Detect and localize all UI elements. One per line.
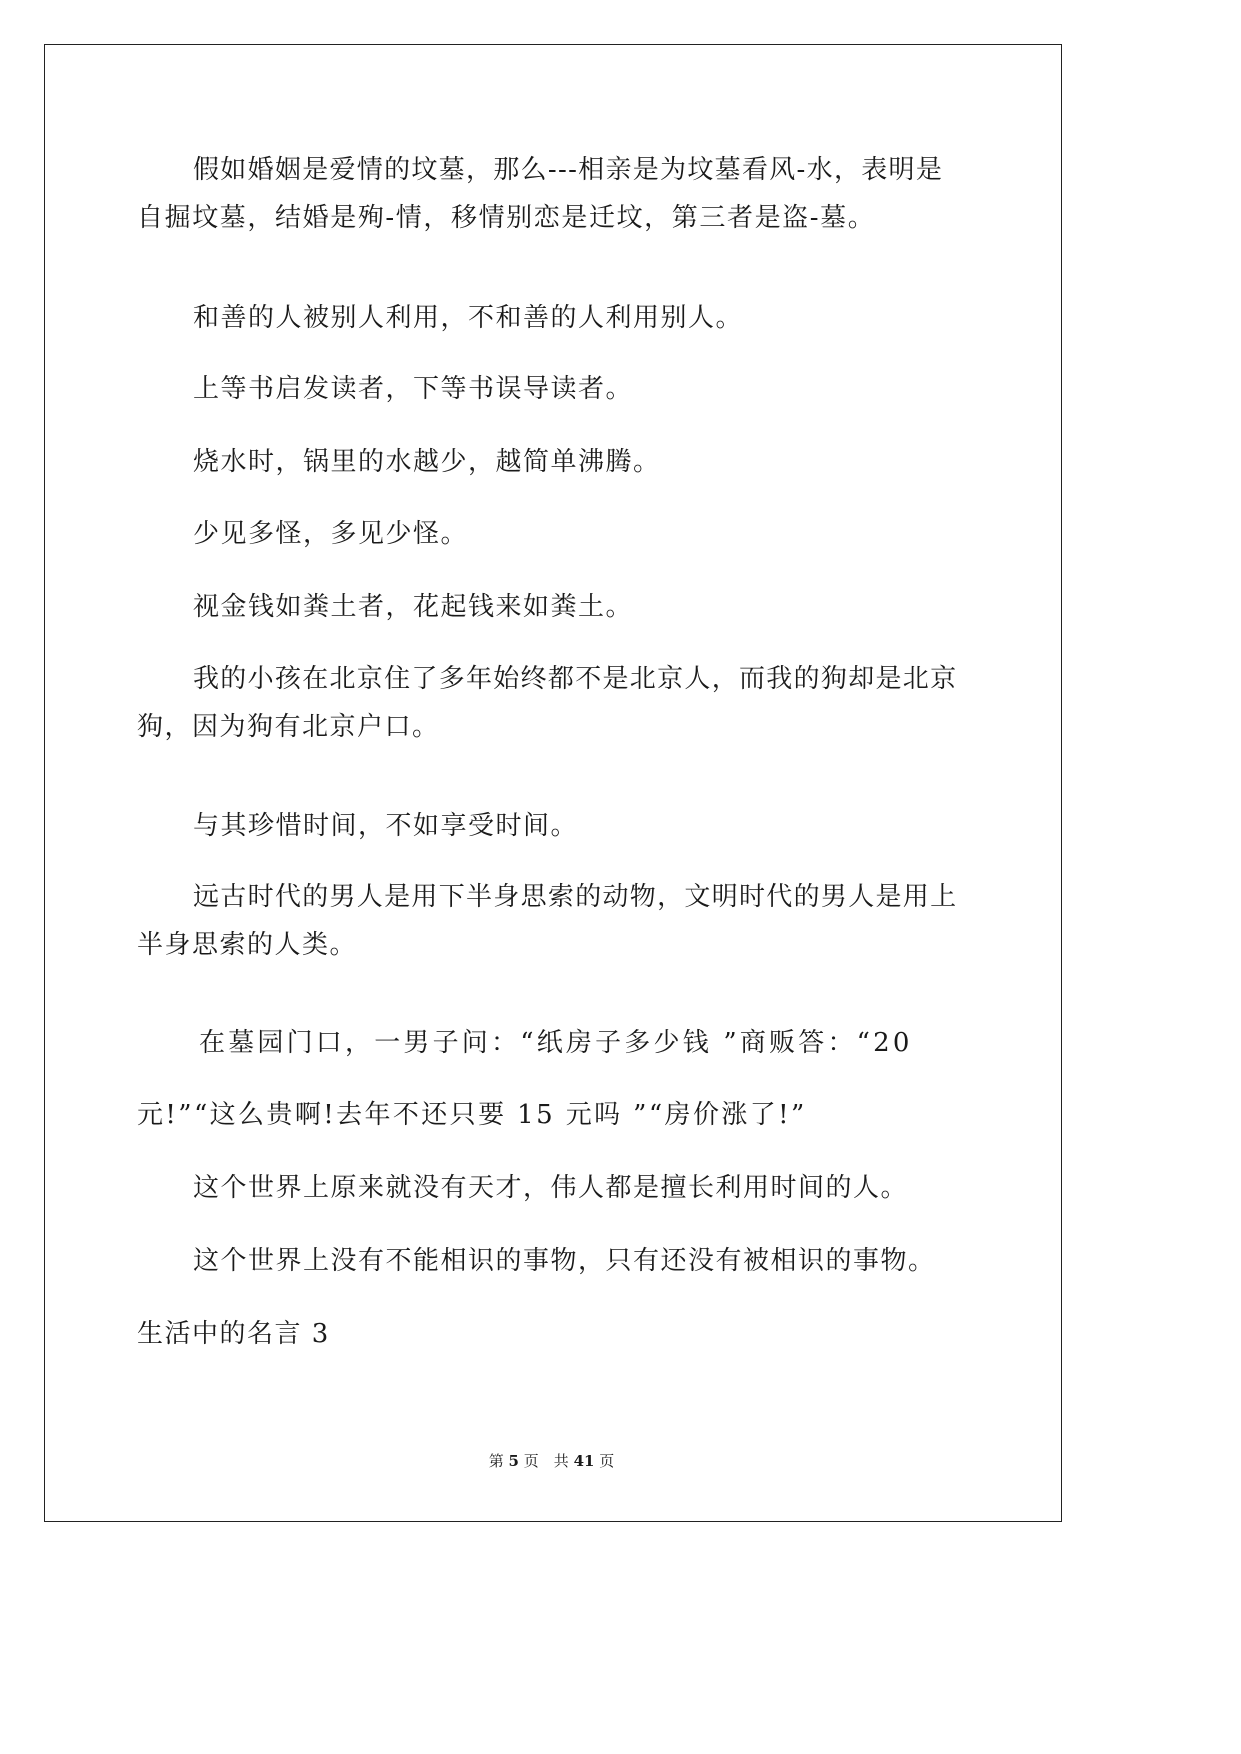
total-page-count: 41: [573, 1452, 595, 1470]
text-line: 远古时代的男人是用下半身思索的动物，文明时代的男人是用上: [193, 882, 958, 912]
section-heading: 生活中的名言 3: [137, 1319, 330, 1349]
text-line: 这个世界上没有不能相识的事物，只有还没有被相识的事物。: [193, 1246, 936, 1276]
footer-suffix: 页: [599, 1452, 615, 1470]
current-page-number: 5: [508, 1452, 519, 1470]
footer-middle: 页 共: [523, 1452, 569, 1470]
footer-prefix: 第: [488, 1452, 504, 1470]
page-border: [44, 44, 1062, 1522]
text-line: 烧水时，锅里的水越少，越简单沸腾。: [193, 447, 661, 477]
text-line: 和善的人被别人利用，不和善的人利用别人。: [193, 303, 744, 333]
text-line: 狗，因为狗有北京户口。: [137, 712, 440, 742]
text-line: 上等书启发读者，下等书误导读者。: [193, 374, 634, 404]
text-line: 与其珍惜时间，不如享受时间。: [193, 811, 579, 841]
text-line: 在墓园门口，一男子问：“纸房子多少钱 ”商贩答：“20: [199, 1028, 913, 1058]
text-line: 半身思索的人类。: [137, 930, 358, 960]
text-line: 这个世界上原来就没有天才，伟人都是擅长利用时间的人。: [193, 1173, 909, 1203]
text-line: 假如婚姻是爱情的坟墓，那么---相亲是为坟墓看风-水，表明是: [193, 155, 944, 185]
page-footer: [0, 1451, 1103, 1471]
text-line: 元!”“这么贵啊!去年不还只要 15 元吗 ”“房价涨了!”: [137, 1100, 807, 1130]
text-line: 少见多怪，多见少怪。: [193, 519, 469, 549]
text-line: 我的小孩在北京住了多年始终都不是北京人，而我的狗却是北京: [193, 664, 958, 694]
text-line: 视金钱如粪土者，花起钱来如粪土。: [193, 592, 634, 622]
text-line: 自掘坟墓，结婚是殉-情，移情别恋是迁坟，第三者是盗-墓。: [137, 203, 876, 233]
